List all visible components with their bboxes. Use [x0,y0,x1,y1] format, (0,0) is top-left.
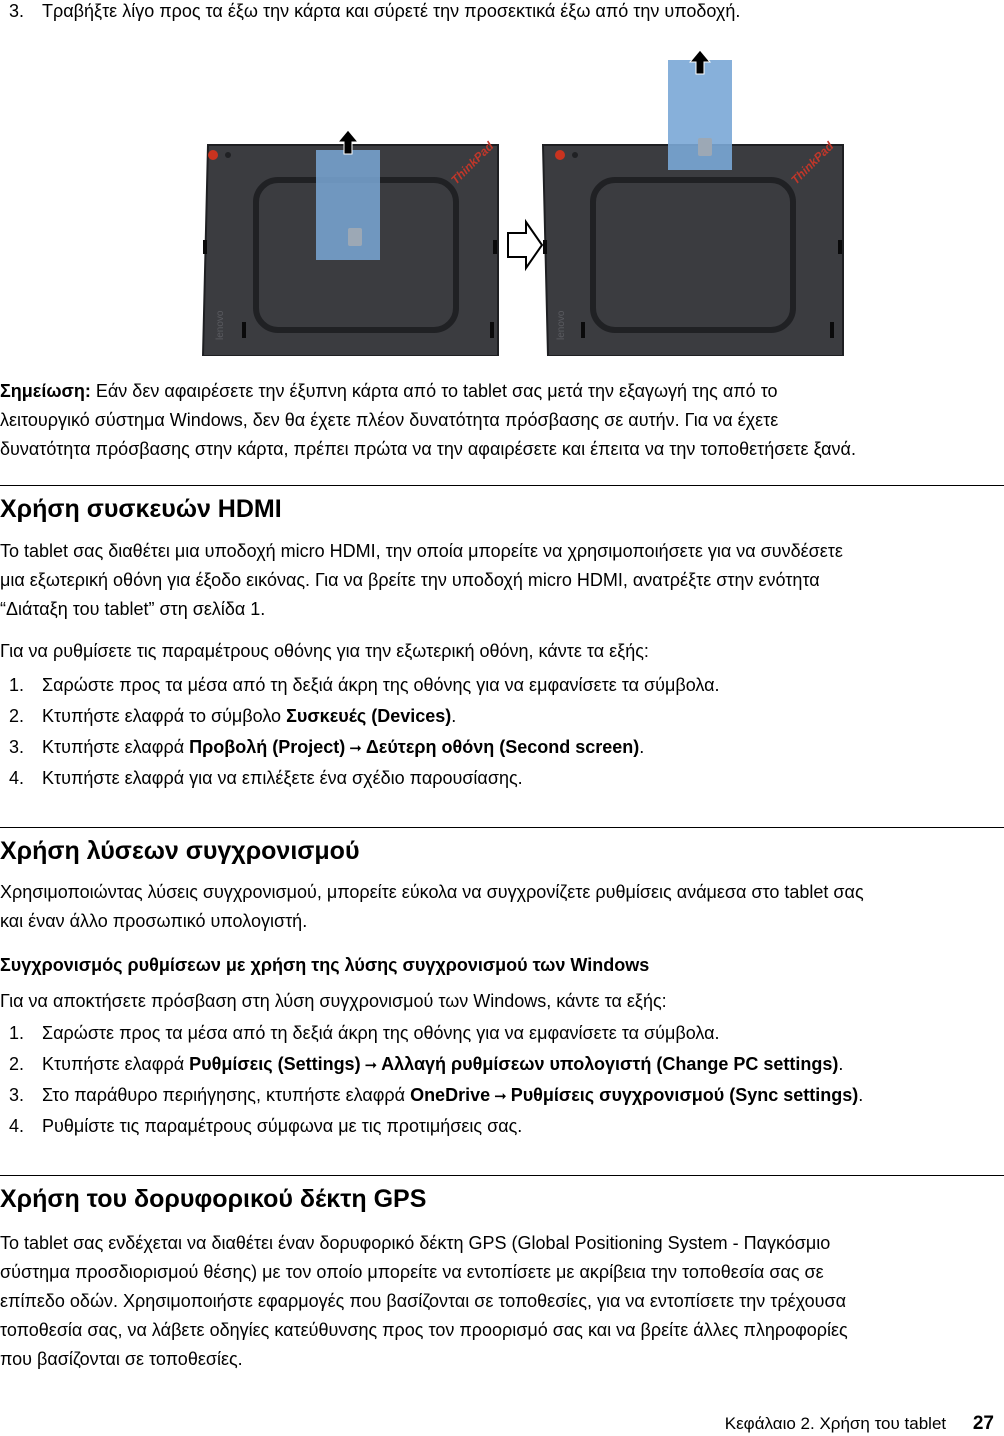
note-line: λειτουργικό σύστημα Windows, δεν θα έχετε πλέον δυνατότητα πρόσβασης σε αυτήν. Για να έχετε [0,410,779,430]
list-item: 3. Κτυπήστε ελαφρά Προβολή (Project) ➞ Δεύτερη οθόνη (Second screen). [9,737,645,757]
list-item: 4. Ρυθμίστε τις παραμέτρους σύμφωνα με τις προτιμήσεις σας. [9,1116,523,1136]
list-item: 2. Κτυπήστε ελαφρά Ρυθμίσεις (Settings) ➞ Αλλαγή ρυθμίσεων υπολογιστή (Change PC settings). [9,1054,844,1074]
camera-dot-left [208,150,218,160]
gps-line: επίπεδο οδών. Χρησιμοποιήστε εφαρμογές που βασίζονται σε τοποθεσίες, για να εντοπίσετε την τρέχουσα [0,1291,846,1311]
list-item: 1. Σαρώστε προς τα μέσα από τη δεξιά άκρη της οθόνης για να εμφανίσετε τα σύμβολα. [9,1023,720,1043]
list-item: 1. Σαρώστε προς τα μέσα από τη δεξιά άκρη της οθόνης για να εμφανίσετε τα σύμβολα. [9,675,720,695]
step-number: 3. [9,1,25,21]
note-label: Σημείωση: [0,381,91,401]
note-paragraph [0,380,1004,467]
page-footer [725,1413,994,1435]
side-logo-right: lenovo [556,310,567,340]
gps-line: που βασίζονται σε τοποθεσίες. [0,1349,243,1369]
sync-intro [0,881,1004,939]
hdmi-lead: Για να ρυθμίσετε τις παραμέτρους οθόνης για την εξωτερική οθόνη, κάντε τα εξής: [0,641,649,661]
sync-intro-line: και έναν άλλο προσωπικό υπολογιστή. [0,911,308,931]
gps-line: τοποθεσία σας, να λάβετε οδηγίες κατεύθυνσης προς τον προορισμό σας και να βρείτε άλλες πληροφορίες [0,1320,848,1340]
page-number: 27 [972,1413,994,1434]
hdmi-intro-line: μια εξωτερική οθόνη για έξοδο εικόνας. Για να βρείτε την υποδοχή micro HDMI, ανατρέξτε στην ενότητα [0,570,820,590]
sync-steps-list [0,1022,1004,1146]
note-line: Εάν δεν αφαιρέσετε την έξυπνη κάρτα από το tablet σας μετά την εξαγωγή της από το [95,381,778,401]
arrow-right-icon: ➞ [364,1057,378,1074]
section-divider [0,827,1004,828]
sync-section-title: Χρήση λύσεων συγχρονισμού [0,837,360,865]
list-item: 4. Κτυπήστε ελαφρά για να επιλέξετε ένα σχέδιο παρουσίασης. [9,768,523,788]
side-logo-left: lenovo [215,310,226,340]
gps-line: Το tablet σας ενδέχεται να διαθέτει έναν δορυφορικό δέκτη GPS (Global Positioning System - Παγκόσμιο [0,1233,831,1253]
hdmi-steps-list [0,674,1004,798]
list-item: 3. Στο παράθυρο περιήγησης, κτυπήστε ελαφρά OneDrive ➞ Ρυθμίσεις συγχρονισμού (Sync settings). [9,1085,864,1105]
card-removal-illustration [198,50,848,356]
gps-line: σύστημα προσδιορισμού θέσης) με τον οποίο μπορείτε να εντοπίσετε με ακρίβεια την τοποθεσία σας σε [0,1262,824,1282]
chapter-label: Κεφάλαιο 2. Χρήση του tablet [724,1414,947,1433]
step-text: Τραβήξτε λίγο προς τα έξω την κάρτα και σύρετέ την προσεκτικά έξω από την υποδοχή. [42,1,741,21]
arrow-right-icon: ➞ [349,740,362,757]
section-divider [0,485,1004,486]
hdmi-section-title: Χρήση συσκευών HDMI [0,495,282,523]
hdmi-intro [0,540,1004,627]
camera-dot-right [555,150,565,160]
sync-intro-line: Χρησιμοποιώντας λύσεις συγχρονισμού, μπορείτε εύκολα να συγχρονίζετε ρυθμίσεις ανάμεσα στο tablet σας [0,882,864,902]
list-item: 2. Κτυπήστε ελαφρά το σύμβολο Συσκευές (Devices). [9,706,457,726]
section-divider [0,1175,1004,1176]
arrow-right-icon: ➞ [494,1088,507,1105]
hdmi-intro-line: Το tablet σας διαθέτει μια υποδοχή micro HDMI, την οποία μπορείτε να χρησιμοποιήσετε για να συνδέσετε [0,541,843,561]
sync-subtitle: Συγχρονισμός ρυθμίσεων με χρήση της λύσης συγχρονισμού των Windows [0,955,650,975]
brand-logo-left: ThinkPad [448,139,497,188]
tablet-right [543,50,843,356]
gps-section-title: Χρήση του δορυφορικού δέκτη GPS [0,1185,427,1213]
brand-logo-right: ThinkPad [788,139,837,188]
right-arrow-icon [508,222,542,268]
tablet-left [203,130,498,356]
hdmi-intro-line: “Διάταξη του tablet” στη σελίδα 1. [0,599,266,619]
note-line: δυνατότητα πρόσβασης στην κάρτα, πρέπει πρώτα να την αφαιρέσετε και έπειτα να την τοποθετήσετε ξανά. [0,439,856,459]
gps-paragraph [0,1232,1004,1377]
sync-lead: Για να αποκτήσετε πρόσβαση στη λύση συγχρονισμού των Windows, κάντε τα εξής: [0,991,667,1011]
